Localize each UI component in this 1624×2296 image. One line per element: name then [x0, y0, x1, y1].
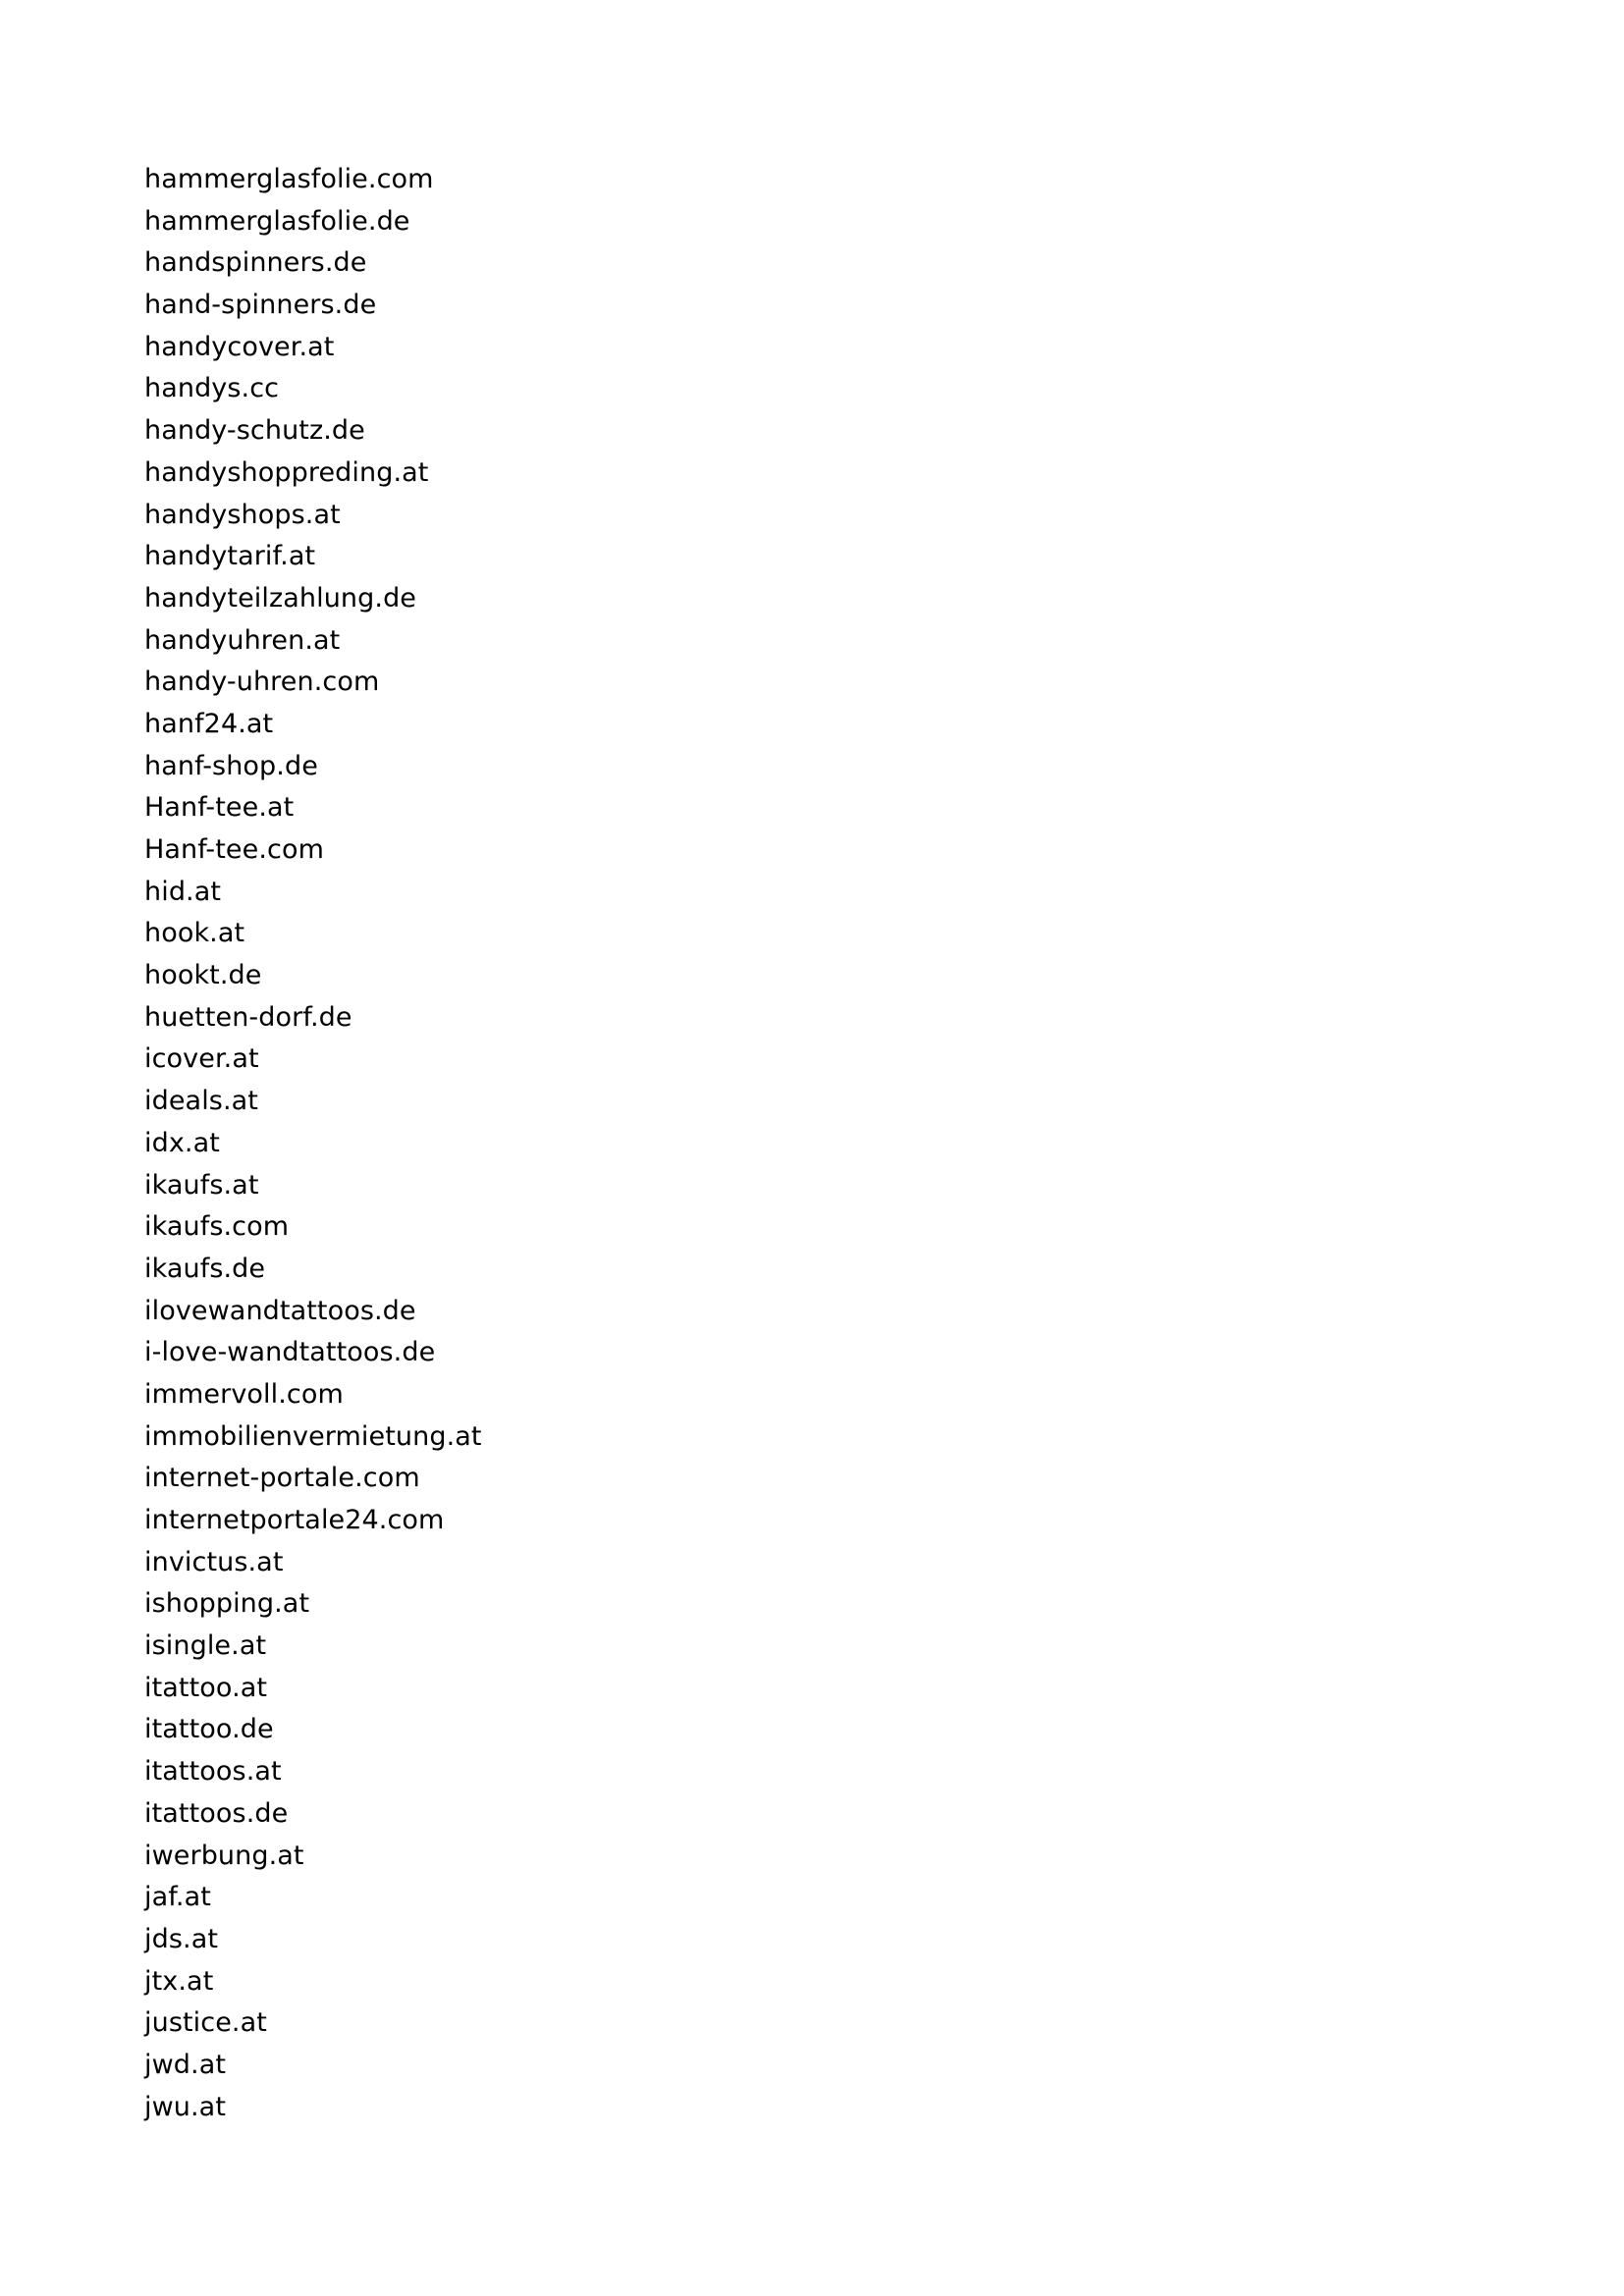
domain-item: handyshoppreding.at — [144, 456, 429, 488]
domain-item: icover.at — [144, 1043, 259, 1075]
domain-item: itattoos.de — [144, 1797, 289, 1829]
domain-item: handyteilzahlung.de — [144, 582, 417, 614]
domain-item: internet-portale.com — [144, 1463, 420, 1494]
domain-item: ikaufs.at — [144, 1169, 259, 1201]
domain-item: handys.cc — [144, 373, 280, 404]
domain-item: handycover.at — [144, 331, 335, 362]
domain-item: handy-schutz.de — [144, 415, 365, 447]
domain-item: hammerglasfolie.de — [144, 205, 410, 237]
domain-item: i-love-wandtattoos.de — [144, 1337, 436, 1368]
domain-item: justice.at — [144, 2007, 267, 2039]
domain-item: handspinners.de — [144, 247, 367, 279]
domain-item: itattoo.de — [144, 1714, 274, 1745]
domain-item: handyuhren.at — [144, 624, 341, 656]
domain-item: handytarif.at — [144, 541, 316, 572]
domain-item: immobilienvermietung.at — [144, 1420, 482, 1452]
domain-item: jds.at — [144, 1923, 219, 1954]
domain-item: idx.at — [144, 1127, 220, 1158]
domain-item: ilovewandtattoos.de — [144, 1295, 416, 1326]
domain-item: ikaufs.com — [144, 1211, 290, 1243]
domain-item: itattoo.at — [144, 1672, 268, 1703]
domain-item: isingle.at — [144, 1630, 267, 1662]
domain-item: iwerbung.at — [144, 1840, 304, 1871]
domain-item: hammerglasfolie.com — [144, 164, 434, 194]
domain-item: huetten-dorf.de — [144, 1001, 352, 1033]
domain-item: Hanf-tee.at — [144, 792, 295, 824]
domain-list — [144, 159, 482, 2128]
domain-item: hookt.de — [144, 960, 262, 991]
domain-item: invictus.at — [144, 1546, 284, 1577]
domain-item: jwd.at — [144, 2049, 227, 2080]
domain-item: internetportale24.com — [144, 1505, 445, 1535]
domain-item: itattoos.at — [144, 1756, 282, 1788]
domain-item: ikaufs.de — [144, 1253, 266, 1284]
domain-item: immervoll.com — [144, 1378, 344, 1410]
domain-item: hanf-shop.de — [144, 750, 318, 781]
domain-item: hanf24.at — [144, 708, 274, 739]
domain-item: ideals.at — [144, 1086, 258, 1117]
domain-item: hand-spinners.de — [144, 290, 377, 321]
domain-item: hook.at — [144, 918, 245, 949]
domain-item: Hanf-tee.com — [144, 834, 324, 865]
domain-item: hid.at — [144, 876, 222, 907]
domain-item: jtx.at — [144, 1965, 214, 1997]
domain-item: jwu.at — [144, 2091, 227, 2122]
domain-item: jaf.at — [144, 1882, 211, 1913]
domain-item: handyshops.at — [144, 499, 341, 530]
domain-item: handy-uhren.com — [144, 667, 380, 698]
domain-item: ishopping.at — [144, 1588, 310, 1620]
